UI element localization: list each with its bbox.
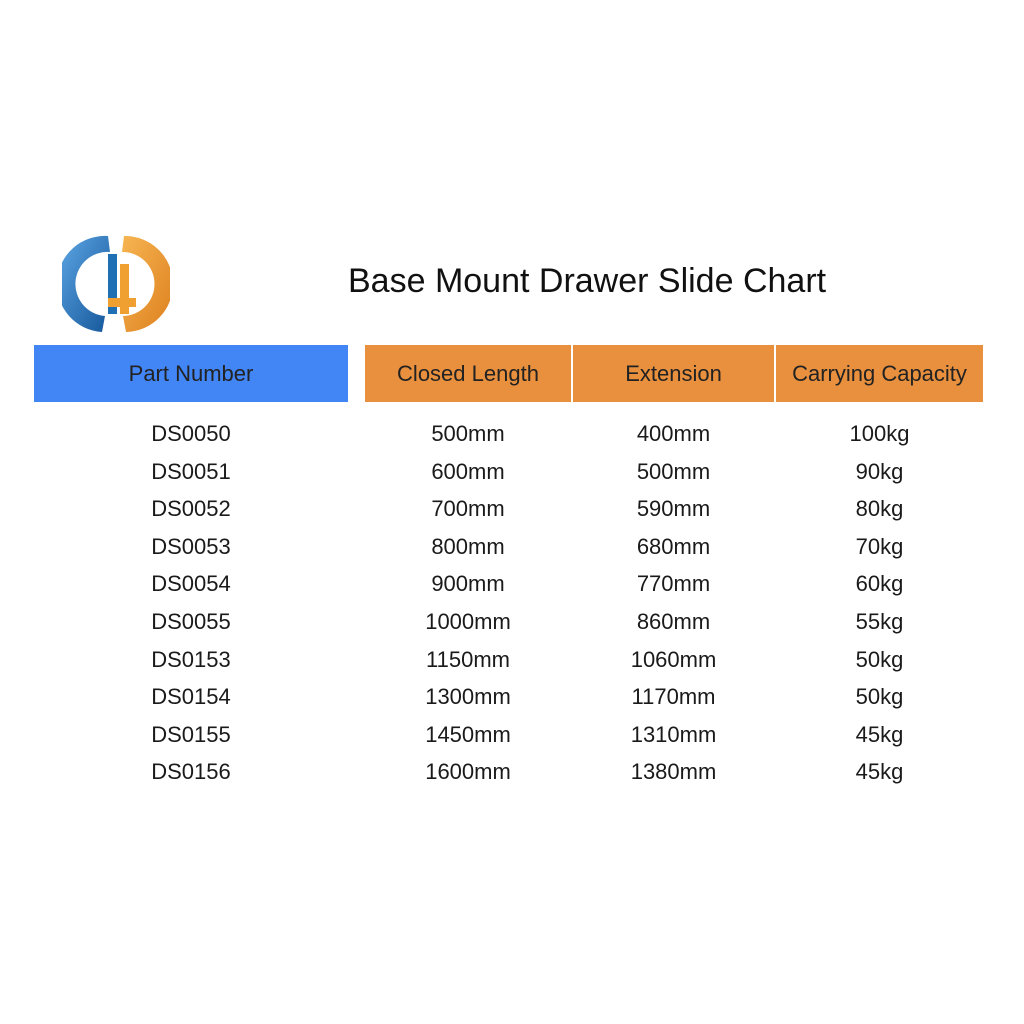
- closed-length-cell: 900mm: [431, 571, 505, 597]
- table-row: [0, 415, 1024, 453]
- closed-length-cell: 700mm: [431, 496, 505, 522]
- closed-length-cell: 1600mm: [425, 759, 511, 785]
- table-row: [0, 753, 1024, 791]
- extension-cell: 770mm: [636, 571, 711, 597]
- closed-length-cell: 500mm: [431, 421, 505, 446]
- closed-length-cell: 1000mm: [425, 608, 511, 634]
- table-row: [0, 528, 1024, 566]
- capacity-cell: 70kg: [855, 533, 904, 559]
- extension-cell: 860mm: [636, 608, 711, 634]
- closed-length-cell: 600mm: [431, 458, 505, 484]
- table-row: [0, 453, 1024, 491]
- table-row: [0, 565, 1024, 603]
- part-number-cell: DS0155: [151, 721, 231, 747]
- extension-cell: 400mm: [636, 421, 711, 446]
- capacity-cell: 50kg: [855, 684, 904, 710]
- extension-cell: 590mm: [636, 496, 711, 522]
- part-number-cell: DS0053: [151, 533, 231, 559]
- page-title: Base Mount Drawer Slide Chart: [348, 262, 827, 300]
- capacity-cell: 100kg: [849, 421, 910, 446]
- part-number-cell: DS0051: [151, 458, 231, 484]
- part-number-cell: DS0055: [151, 608, 231, 634]
- closed-length-cell: 800mm: [431, 533, 505, 559]
- extension-cell: 1380mm: [630, 759, 717, 785]
- part-number-cell: DS0054: [151, 571, 231, 597]
- capacity-cell: 80kg: [855, 496, 904, 522]
- header-part-number: Part Number: [34, 345, 348, 402]
- extension-cell: 1170mm: [631, 684, 716, 710]
- header-closed-length: Closed Length: [365, 345, 571, 402]
- table-row: [0, 678, 1024, 716]
- header-carrying-capacity: Carrying Capacity: [776, 345, 983, 402]
- capacity-cell: 45kg: [855, 721, 904, 747]
- capacity-cell: 45kg: [855, 759, 904, 785]
- table-row: [0, 490, 1024, 528]
- part-number-cell: DS0052: [151, 496, 231, 522]
- extension-cell: 500mm: [636, 458, 711, 484]
- part-number-cell: DS0154: [151, 684, 231, 710]
- company-logo-icon: [62, 230, 170, 338]
- closed-length-cell: 1450mm: [425, 721, 511, 747]
- capacity-cell: 55kg: [855, 608, 904, 634]
- table-row: [0, 641, 1024, 679]
- part-number-cell: DS0156: [151, 759, 231, 785]
- capacity-cell: 50kg: [855, 646, 904, 672]
- capacity-cell: 90kg: [855, 458, 904, 484]
- table-row: [0, 716, 1024, 754]
- extension-cell: 680mm: [636, 533, 711, 559]
- extension-cell: 1310mm: [630, 721, 717, 747]
- part-number-cell: DS0050: [151, 421, 231, 446]
- header-extension: Extension: [573, 345, 774, 402]
- closed-length-cell: 1300mm: [425, 684, 511, 710]
- capacity-cell: 60kg: [855, 571, 904, 597]
- table-row: [0, 603, 1024, 641]
- part-number-cell: DS0153: [151, 646, 231, 672]
- closed-length-cell: 1150mm: [426, 646, 510, 672]
- extension-cell: 1060mm: [630, 646, 717, 672]
- table-body: [0, 415, 1024, 791]
